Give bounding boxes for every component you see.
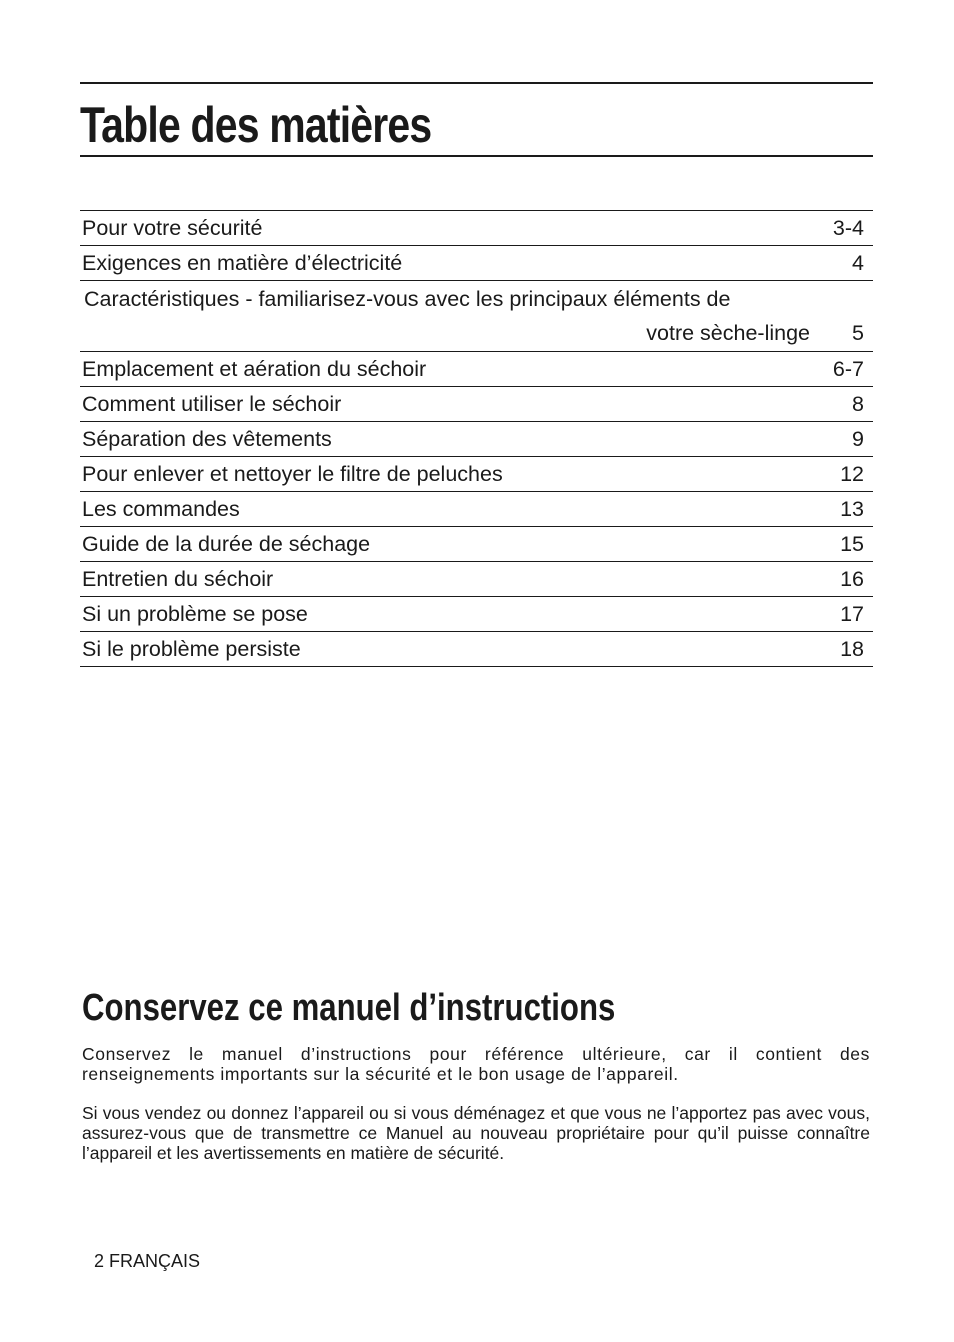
toc-entry-label: Entretien du séchoir	[82, 567, 274, 591]
toc-entry-page: 18	[840, 637, 864, 661]
toc-entry-page: 8	[852, 392, 864, 416]
toc-entry	[80, 492, 873, 527]
toc-entry	[80, 352, 873, 387]
toc-entry-page: 6-7	[832, 357, 864, 381]
toc-entry-label-line1: Caractéristiques - familiarisez-vous avec les principaux éléments de	[84, 287, 731, 311]
toc-entry-label: Si un problème se pose	[82, 602, 308, 626]
toc-entry-label: Guide de la durée de séchage	[82, 532, 371, 556]
toc-entry-page: 13	[840, 497, 864, 521]
toc-entry-page: 3-4	[832, 216, 864, 240]
toc-entry	[80, 597, 873, 632]
toc-entry	[80, 281, 873, 352]
toc-entry-page: 5	[852, 321, 864, 345]
toc-entry	[80, 632, 873, 667]
toc-entry	[80, 387, 873, 422]
toc-entry	[80, 562, 873, 597]
top-rule	[80, 82, 873, 84]
toc-entry-label: Pour votre sécurité	[82, 216, 263, 240]
title-rule	[80, 155, 873, 157]
toc-entry	[80, 211, 873, 246]
toc-entry-label: Exigences en matière d’électricité	[82, 251, 403, 275]
toc-entry-page: 9	[852, 427, 864, 451]
section-paragraph: Si vous vendez ou donnez l’appareil ou si vous déménagez et que vous ne l’apportez pas avec vous, assurez-vous que de transmettre ce Manuel au nouveau propriétaire pour qu’il puisse connaître l’appareil et les avertissements en matière de sécurité.	[82, 1103, 870, 1163]
toc-entry	[80, 422, 873, 457]
toc-entry	[80, 527, 873, 562]
toc-entry-page: 17	[840, 602, 864, 626]
section-heading: Conservez ce manuel d’instructions	[82, 987, 616, 1029]
toc-entry	[80, 457, 873, 492]
page-title: Table des matières	[80, 97, 432, 153]
toc-entry-label: Pour enlever et nettoyer le filtre de peluches	[82, 462, 503, 486]
section-paragraph: Conservez le manuel d’instructions pour référence ultérieure, car il contient des renseignements importants sur la sécurité et le bon usage de l’appareil.	[82, 1044, 870, 1084]
toc-entry-label: Emplacement et aération du séchoir	[82, 357, 427, 381]
page-footer: 2 FRANÇAIS	[94, 1251, 201, 1271]
table-of-contents	[80, 210, 873, 667]
toc-entry-page: 16	[840, 567, 864, 591]
toc-entry-label: Comment utiliser le séchoir	[82, 392, 342, 416]
toc-entry-label: Les commandes	[82, 497, 240, 521]
toc-entry-page: 12	[840, 462, 864, 486]
toc-entry	[80, 246, 873, 281]
toc-entry-label: Séparation des vêtements	[82, 427, 332, 451]
toc-entry-label-line2: votre sèche-linge	[646, 321, 810, 345]
toc-entry-page: 15	[840, 532, 864, 556]
toc-entry-label: Si le problème persiste	[82, 637, 301, 661]
toc-entry-page: 4	[852, 251, 864, 275]
